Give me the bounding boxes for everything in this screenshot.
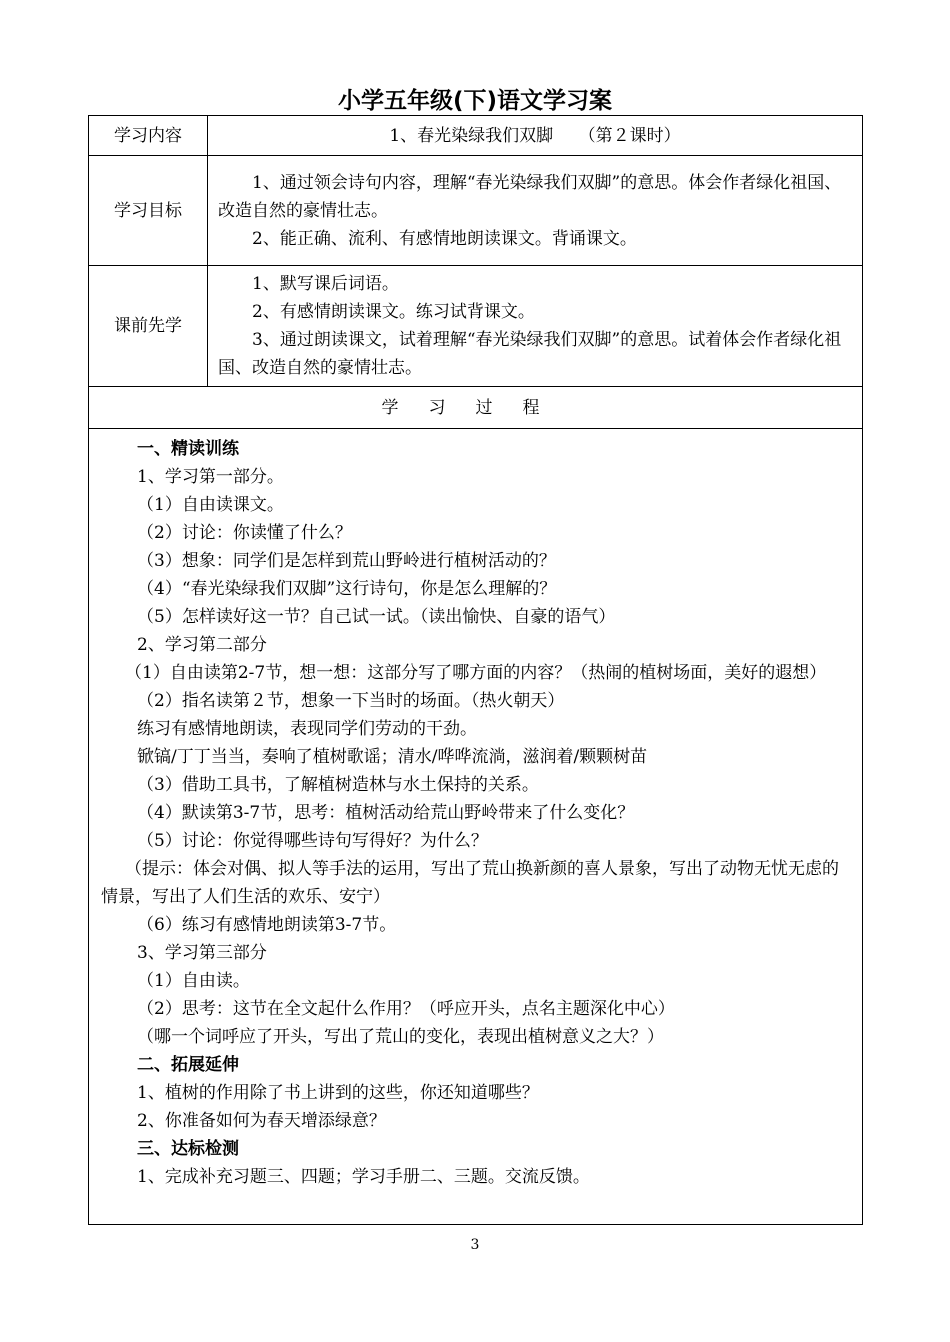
content-label: 学习内容 [89, 116, 208, 156]
process-header-row [89, 387, 863, 429]
pre-row [89, 266, 863, 387]
process-line: （提示：体会对偶、拟人等手法的运用，写出了荒山换新颜的喜人景象，写出了动物无忧无虑的情景，写出了人们生活的欢乐、安宁） [101, 859, 839, 907]
process-row [89, 429, 863, 1225]
process-line: （5）讨论：你觉得哪些诗句写得好？为什么？ [137, 831, 488, 851]
pre-item: 3、通过朗读课文，试着理解“春光染绿我们双脚”的意思。试着体会作者绿化祖国、改造自然的豪情壮志。 [218, 330, 842, 378]
process-line: 3、学习第三部分 [137, 943, 267, 963]
process-line: 练习有感情地朗读，表现同学们劳动的干劲。 [137, 719, 477, 739]
process-line: （2）思考：这节在全文起什么作用？（呼应开头，点名主题深化中心） [137, 999, 675, 1019]
process-line: 2、你准备如何为春天增添绿意？ [137, 1111, 386, 1131]
content-value: 1、春光染绿我们双脚 （第２课时） [208, 116, 863, 156]
section-heading: 三、达标检测 [137, 1139, 239, 1159]
process-line: （3）借助工具书，了解植树造林与水土保持的关系。 [137, 775, 539, 795]
process-line: （1）自由读。 [137, 971, 250, 991]
process-line: （3）想象：同学们是怎样到荒山野岭进行植树活动的？ [137, 551, 556, 571]
process-line: 1、植树的作用除了书上讲到的这些，你还知道哪些？ [137, 1083, 539, 1103]
goal-item: 1、通过领会诗句内容，理解“春光染绿我们双脚”的意思。体会作者绿化祖国、改造自然的豪情壮志。 [218, 172, 842, 221]
process-line: （4）“春光染绿我们双脚”这行诗句，你是怎么理解的？ [137, 579, 557, 599]
goal-label: 学习目标 [89, 156, 208, 266]
content-row [89, 116, 863, 156]
pre-label: 课前先学 [89, 266, 208, 387]
process-line: （4）默读第3-7节，思考：植树活动给荒山野岭带来了什么变化？ [137, 803, 635, 823]
goal-row [89, 156, 863, 266]
goal-cell [208, 156, 863, 266]
process-line: （5）怎样读好这一节？自己试一试。（读出愉快、自豪的语气） [137, 607, 616, 627]
process-line: 1、学习第一部分。 [137, 467, 284, 487]
process-header: 学习过程 [89, 387, 863, 429]
process-line: （6）练习有感情地朗读第3-7节。 [137, 915, 397, 935]
section-heading: 一、精读训练 [137, 439, 239, 459]
page-number: 3 [470, 1237, 480, 1253]
study-plan-table [88, 115, 863, 1225]
process-line: （1）自由读课文。 [137, 495, 284, 515]
process-line: 2、学习第二部分 [137, 635, 267, 655]
process-cell [89, 429, 863, 1225]
process-line: 锨镐/丁丁当当，奏响了植树歌谣；清水/哗哗流淌，滋润着/颗颗树苗 [137, 747, 648, 767]
process-line: （哪一个词呼应了开头，写出了荒山的变化，表现出植树意义之大？） [137, 1027, 664, 1047]
pre-item: 1、默写课后词语。 [252, 274, 399, 294]
pre-item: 2、有感情朗读课文。练习试背课文。 [252, 302, 535, 322]
page-title: 小学五年级(下)语文学习案 [337, 88, 613, 114]
process-line: 1、完成补充习题三、四题；学习手册二、三题。交流反馈。 [137, 1167, 590, 1187]
pre-cell [208, 266, 863, 387]
process-line: （1）自由读第2-7节，想一想：这部分写了哪方面的内容？（热闹的植树场面，美好的遐想） [125, 663, 827, 683]
process-line: （2）讨论：你读懂了什么？ [137, 523, 352, 543]
section-heading: 二、拓展延伸 [137, 1055, 239, 1075]
goal-item: 2、能正确、流利、有感情地朗读课文。背诵课文。 [252, 228, 637, 249]
process-line: （2）指名读第２节，想象一下当时的场面。（热火朝天） [137, 691, 565, 711]
